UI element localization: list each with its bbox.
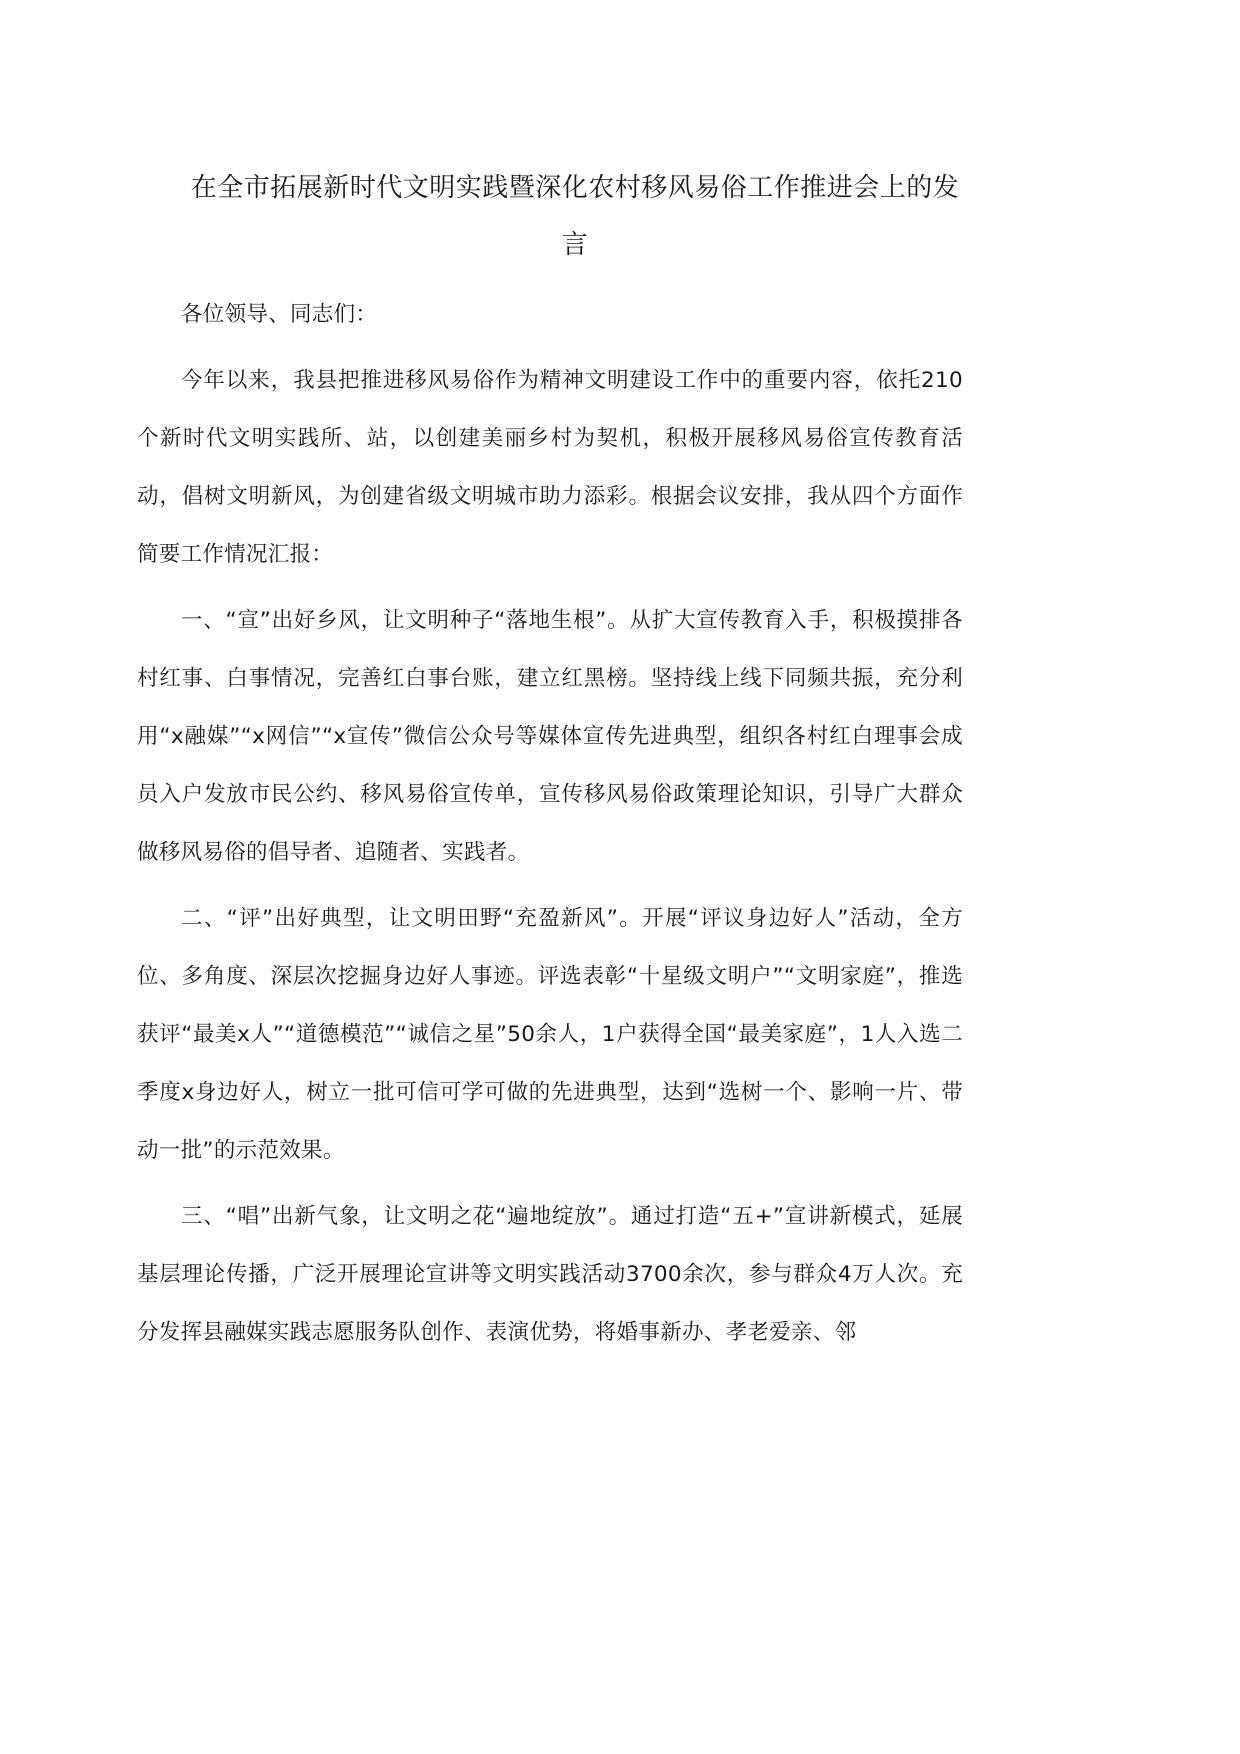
document-title: 在全市拓展新时代文明实践暨深化农村移风易俗工作推进会上的发言 [190, 173, 960, 260]
salutation: 各位领导、同志们： [181, 302, 378, 327]
paragraph-section-2: 二、“评”出好典型，让文明田野“充盈新风”。开展“评议身边好人”活动，全方位、多角度、深层次挖掘身边好人事迹。评选表彰“十星级文明户”“文明家庭”，推选获评“最美x人”“道德模范”“诚信之星”50余人，1户获得全国“最美家庭”，1人入选二季度x身边好人，树立一批可信可学可做的先进典型，达到“选树一个、影响一片、带动一批”的示范效果。 [137, 906, 963, 1163]
paragraph-section-1: 一、“宣”出好乡风，让文明种子“落地生根”。从扩大宣传教育入手，积极摸排各村红事、白事情况，完善红白事台账，建立红黑榜。坚持线上线下同频共振，充分利用“x融媒”“x网信”“x宣传”微信公众号等媒体宣传先进典型，组织各村红白理事会成员入户发放市民公约、移风易俗宣传单，宣传移风易俗政策理论知识，引导广大群众做移风易俗的倡导者、追随者、实践者。 [137, 608, 963, 865]
paragraph-intro: 今年以来，我县把推进移风易俗作为精神文明建设工作中的重要内容，依托210个新时代文明实践所、站，以创建美丽乡村为契机，积极开展移风易俗宣传教育活动，倡树文明新风，为创建省级文明城市助力添彩。根据会议安排，我从四个方面作简要工作情况汇报： [137, 368, 963, 567]
document-body [137, 286, 963, 1362]
paragraph-section-3: 三、“唱”出新气象，让文明之花“遍地绽放”。通过打造“五+”宣讲新模式，延展基层理论传播，广泛开展理论宣讲等文明实践活动3700余次，参与群众4万人次。充分发挥县融媒实践志愿服务队创作、表演优势，将婚事新办、孝老爱亲、邻 [137, 1204, 963, 1345]
